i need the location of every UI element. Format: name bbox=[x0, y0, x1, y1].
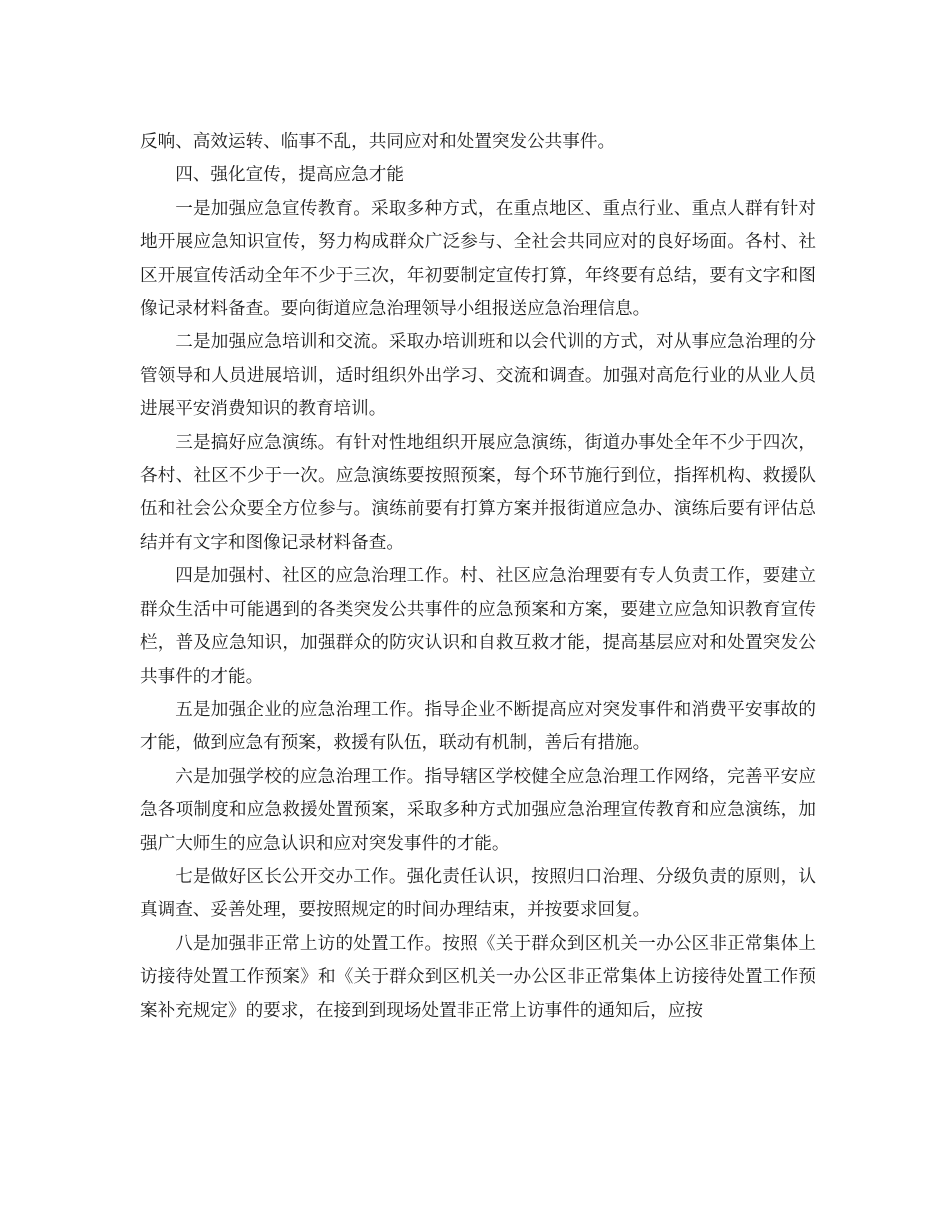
paragraph-petition-handling: 八是加强非正常上访的处置工作。按照《关于群众到区机关一办公区非正常集体上访接待处置工作预案》和《关于群众到区机关一办公区非正常集体上访接待处置工作预案补充规定》的要求，在接到到现场处置非正常上访事件的通知后，应按 bbox=[140, 933, 816, 1021]
paragraph-district-head: 七是做好区长公开交办工作。强化责任认识，按照归口治理、分级负责的原则，认真调查、妥善处理，要按照规定的时间办理结束，并按要求回复。 bbox=[140, 866, 816, 921]
section-heading: 四、强化宣传，提高应急才能 bbox=[175, 165, 404, 186]
paragraph-emergency-drills: 三是搞好应急演练。有针对性地组织开展应急演练，街道办事处全年不少于四次，各村、社区不少于一次。应急演练要按照预案，每个环节施行到位，指挥机构、救援队伍和社会公众要全方位参与。演练前要有打算方案并报街道应急办、演练后要有评估总结并有文字和图像记录材料备查。 bbox=[140, 432, 816, 553]
paragraph-village-community: 四是加强村、社区的应急治理工作。村、社区应急治理要有专人负责工作，要建立群众生活中可能遇到的各类突发公共事件的应急预案和方案，要建立应急知识教育宣传栏，普及应急知识，加强群众的防灾认识和自救互救才能，提高基层应对和处置突发公共事件的才能。 bbox=[140, 566, 816, 687]
paragraph-publicity-education: 一是加强应急宣传教育。采取多种方式，在重点地区、重点行业、重点人群有针对地开展应急知识宣传，努力构成群众广泛参与、全社会共同应对的良好场面。各村、社区开展宣传活动全年不少于三次，年初要制定宣传打算，年终要有总结，要有文字和图像记录材料备查。要向街道应急治理领导小组报送应急治理信息。 bbox=[140, 198, 816, 320]
document-body bbox=[140, 126, 816, 1028]
paragraph-enterprise: 五是加强企业的应急治理工作。指导企业不断提高应对突发事件和消费平安事故的才能，做到应急有预案，救援有队伍，联动有机制，善后有措施。 bbox=[140, 699, 816, 754]
paragraph-training-exchange: 二是加强应急培训和交流。采取办培训班和以会代训的方式，对从事应急治理的分管领导和人员进展培训，适时组织外出学习、交流和调查。加强对高危行业的从业人员进展平安消费知识的教育培训。 bbox=[140, 332, 816, 420]
paragraph-school: 六是加强学校的应急治理工作。指导辖区学校健全应急治理工作网络，完善平安应急各项制度和应急救援处置预案，采取多种方式加强应急治理宣传教育和应急演练，加强广大师生的应急认识和应对突发事件的才能。 bbox=[140, 766, 816, 854]
paragraph-continuation: 反响、高效运转、临事不乱，共同应对和处置突发公共事件。 bbox=[140, 132, 616, 152]
